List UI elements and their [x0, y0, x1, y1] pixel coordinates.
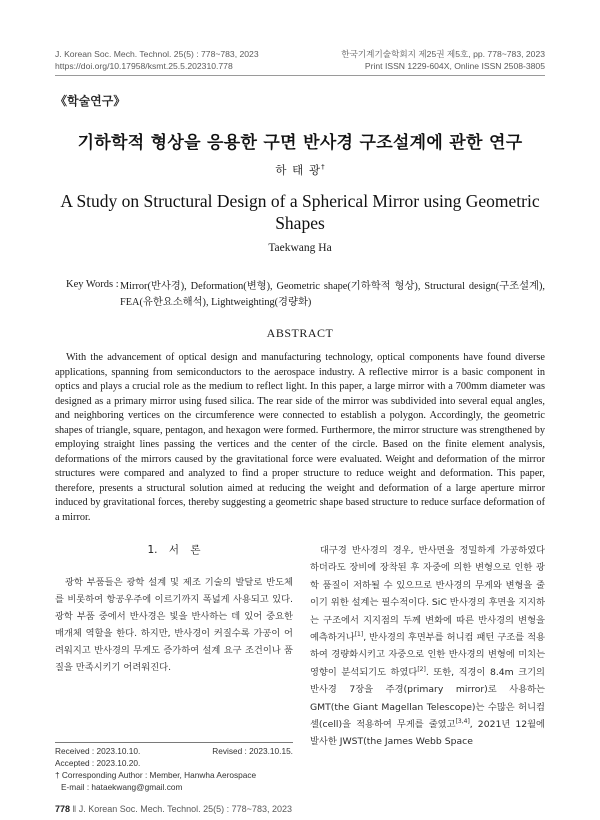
footer-journal: ‖ J. Korean Soc. Mech. Technol. 25(5) : 778~783, 2023 — [70, 804, 292, 814]
intro-paragraph-right — [310, 542, 545, 751]
page-number: 778 — [55, 804, 71, 814]
revised-label: Revised : 2023.10.15. — [212, 746, 293, 756]
corresponding-author: † Corresponding Author : Member, Hanwha Aerospace — [55, 770, 257, 780]
citation-ref[interactable]: [3,4] — [455, 717, 470, 725]
footnote-divider — [55, 742, 293, 743]
issn: Print ISSN 1229-604X, Online ISSN 2508-3805 — [364, 61, 545, 71]
intro-paragraph-left: 광학 부품들은 광학 설계 및 제조 기술의 발달로 반도체를 비롯하여 항공우주에 이르기까지 폭넓게 사용되고 있다. 광학 부품 중에서 반사경은 빛을 반사하는 데 있어 중요한 매개체 역할을 한다. 하지만, 반사경이 커질수록 가공이 어려워지고 반사경의 무게도 증가하여 설계 요구 조건이나 품질을 만족시키기 어려워진다. — [55, 577, 293, 674]
doi-link[interactable]: https://doi.org/10.17958/ksmt.25.5.202310.778 — [55, 61, 233, 71]
keywords-text: Mirror(반사경), Deformation(변형), Geometric shape(기하학적 형상), Structural design(구조설계), FEA(유한요소해석), Lightweighting(경량화) — [120, 281, 545, 308]
title-english: A Study on Structural Design of a Spherical Mirror using Geometric Shapes — [60, 191, 540, 233]
corresponding-mark: † — [321, 163, 325, 172]
author-korean-name: 하 태 광 — [275, 163, 322, 177]
article-category: 《학술연구》 — [55, 94, 126, 108]
accepted-date: Accepted : 2023.10.20. — [55, 758, 141, 768]
right-text-part-4: , 2021년 12월에 발사한 JWST(the James Webb Space — [310, 719, 545, 748]
journal-citation-korean: 한국기계기술학회지 제25권 제5호, pp. 778~783, 2023 — [341, 49, 545, 59]
section-heading: 1. 서 론 — [147, 544, 201, 556]
author-korean — [0, 162, 600, 178]
right-text-part-3: . 또한, 직경이 8.4m 크기의 반사경 7장을 주경(primary mirror)로 사용하는 GMT(the Giant Magellan Telescope)는 수많은 허니컴 셀(cell)을 적용하여 무게를 줄였고 — [310, 666, 545, 731]
author-english: Taekwang Ha — [268, 242, 332, 254]
abstract-heading: ABSTRACT — [266, 326, 334, 340]
running-header-right — [341, 48, 545, 72]
right-text-part-2: , 반사경의 후면부를 허니컴 패턴 구조를 적용하여 경량화시키고 자중으로 인한 반사경의 변형에 미치는 영향이 분석되기도 하였다 — [310, 632, 545, 678]
citation-ref[interactable]: [2] — [417, 665, 426, 673]
journal-citation: J. Korean Soc. Mech. Technol. 25(5) : 778~783, 2023 — [55, 49, 259, 59]
citation-ref[interactable]: [1] — [354, 630, 364, 638]
abstract-body: With the advancement of optical design and manufacturing technology, optical components have found diverse applications, spanning from semiconductors to the aerospace industry. A reflective mirror is a basic component in optics and plays a crucial role as the medium to reflect light. In this paper, a large mirror with a 700mm diameter was designed as a primary mirror using fused silica. The rear side of the mirror was subdivided into several equal angles, and neighboring vertices on the circumference were connected to establish a polygon. Accordingly, the geometric shapes of triangle, square, pentagon, and hexagon were formed. Furthermore, the mirror structure was strengthened by employing straight lines passing the vertices and the center of the circle. Based on the finite element analysis, deformations of the mirrors caused by the gravitational force were evaluated. Weight and deformation of the mirror structures were compared and analyzed to find a proper structure to reduce weight and deformation. This paper, therefore, presents a structural solution aimed at reducing the weight and deformation of a large aperture mirror induced by gravitational forces, thereby suggesting a geometric shape based structure to reduce surface deformation of a mirror. — [55, 352, 545, 524]
right-text-part-1: 대구경 반사경의 경우, 반사면을 정밀하게 가공하였다 하더라도 장비에 장착된 후 자중에 의한 변형으로 인한 광학 품질이 저하될 수 있으므로 반사경의 무게와 변형을 줄이기 위한 설계는 필수적이다. SiC 반사경의 후면을 지지하는 구조에서 지지점의 두께 변화에 따른 반사경의 변형을 예측하거나 — [310, 545, 546, 644]
keywords-label: Key Words : — [66, 279, 119, 290]
received-label: Received : 2023.10.10. — [55, 746, 141, 756]
received-date — [55, 746, 293, 757]
author-email[interactable]: E-mail : hataekwang@gmail.com — [61, 782, 183, 792]
page-footer — [55, 804, 292, 814]
title-korean: 기하학적 형상을 응용한 구면 반사경 구조설계에 관한 연구 — [77, 133, 523, 153]
running-header-left — [55, 48, 259, 72]
header-divider — [55, 75, 545, 76]
